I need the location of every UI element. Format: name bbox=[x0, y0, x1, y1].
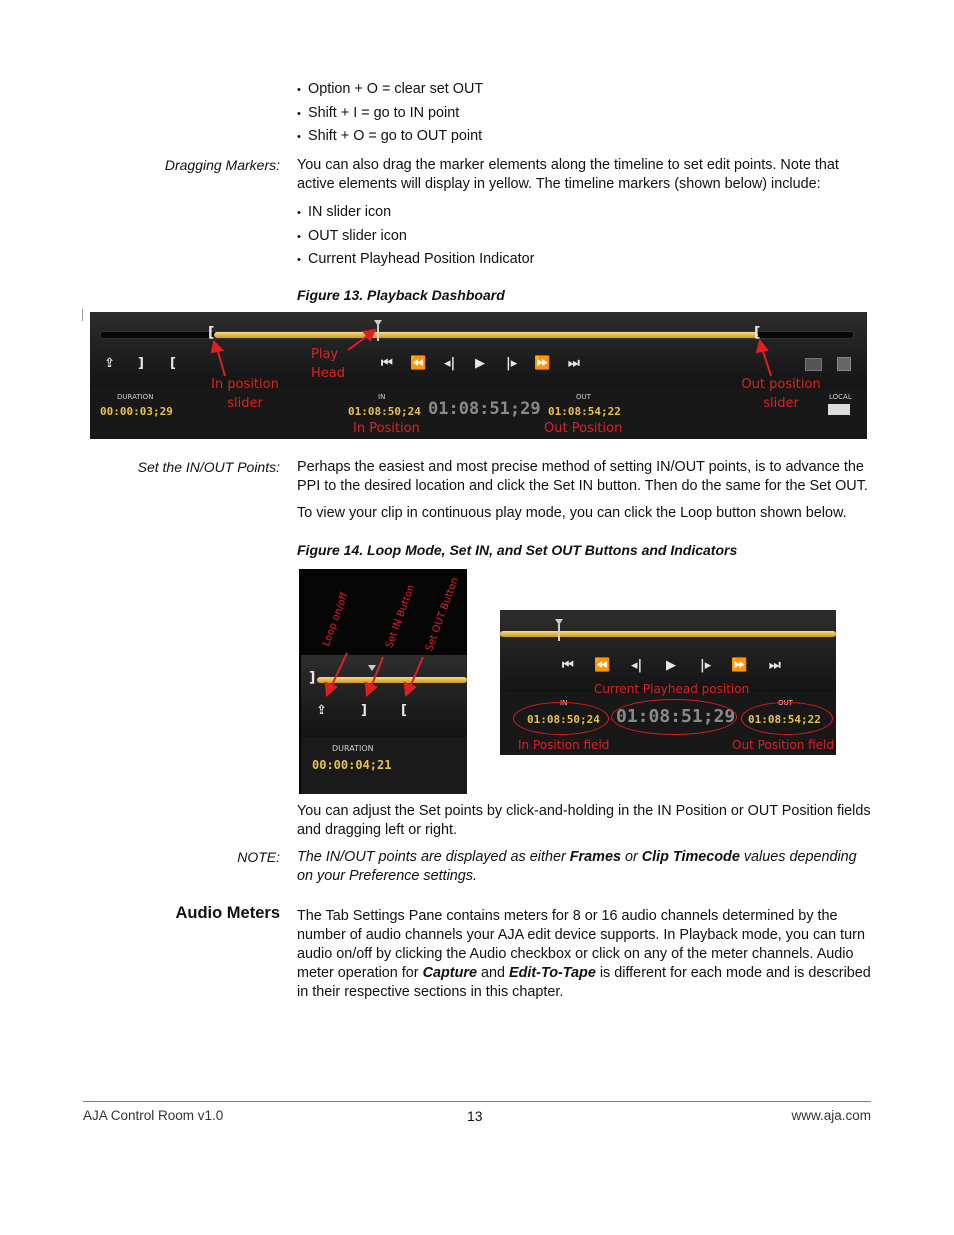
annotation-out-field: Out Position field bbox=[732, 738, 834, 752]
annotation-loop: Loop on/off bbox=[321, 591, 351, 648]
annotation-text: In position bbox=[211, 377, 279, 392]
loop-text: To view your clip in continuous play mode, you can click the Loop button shown below. bbox=[297, 505, 847, 521]
in-slider-icon[interactable]: ] bbox=[309, 670, 316, 686]
marker-list bbox=[297, 203, 534, 274]
figure-13-caption: Figure 13. Playback Dashboard bbox=[297, 287, 505, 303]
loop-button[interactable]: ⇪ bbox=[316, 703, 327, 718]
footer-rule bbox=[83, 1101, 871, 1102]
annotation-out-position: Out Position bbox=[544, 421, 623, 436]
indicators-panel bbox=[500, 610, 836, 755]
loop-buttons-panel bbox=[299, 569, 467, 794]
annotation-text: Head bbox=[311, 366, 345, 381]
list-item: • OUT slider icon bbox=[297, 227, 534, 251]
duration-label: DURATION bbox=[332, 744, 374, 753]
fast-forward-icon[interactable]: ⏩ bbox=[534, 356, 551, 371]
step-back-icon[interactable]: ◂| bbox=[631, 658, 643, 673]
out-slider-icon[interactable]: [ bbox=[754, 325, 761, 341]
list-item: • Shift + I = go to IN point bbox=[297, 104, 483, 128]
in-slider-icon[interactable]: [ bbox=[208, 325, 215, 341]
go-to-end-icon[interactable]: ⏭ bbox=[769, 658, 781, 673]
list-item: • IN slider icon bbox=[297, 203, 534, 227]
in-position-field[interactable]: 01:08:50;24 bbox=[348, 405, 421, 418]
list-item: • Shift + O = go to OUT point bbox=[297, 127, 483, 151]
in-field-highlight bbox=[513, 702, 609, 735]
rewind-icon[interactable]: ⏪ bbox=[410, 356, 427, 371]
go-to-start-icon[interactable]: ⏮ bbox=[562, 658, 574, 673]
annotation-text: Out position bbox=[741, 377, 821, 392]
audio-emphasis: Edit-To-Tape bbox=[508, 965, 596, 981]
current-timecode: 01:08:51;29 bbox=[616, 706, 736, 727]
transport-area bbox=[500, 610, 836, 692]
local-label: LOCAL bbox=[829, 393, 852, 401]
audio-text-part: and bbox=[476, 965, 509, 981]
audio-text-part: is different for each mode and is described in their respective sections in this chapter. bbox=[297, 965, 871, 1000]
footer-title: AJA Control Room v1.0 bbox=[83, 1108, 224, 1123]
annotation-in-position: In Position bbox=[353, 421, 420, 436]
page-number: 13 bbox=[467, 1108, 483, 1124]
setinout-label: Set the IN/OUT Points: bbox=[137, 459, 280, 475]
dragging-text: You can also drag the marker elements along the timeline to set edit points. Note that active elements will display in yellow. The timeline markers (shown below) include: bbox=[297, 157, 839, 192]
audio-text-part: The Tab Settings Pane contains meters for 8 or 16 audio channels determined by the number of audio channels your AJA edit device supports. In Playback mode, you can turn audio on/off by clicking the Audio checkbox or click on any of the meter channels. Audio meter operation for bbox=[297, 908, 865, 981]
annotation-text: slider bbox=[227, 396, 263, 411]
in-label: IN bbox=[378, 393, 386, 401]
set-out-button[interactable]: [ bbox=[170, 356, 176, 371]
annotation-text: Play bbox=[311, 347, 339, 362]
out-label: OUT bbox=[778, 699, 793, 707]
note-text-part: or bbox=[620, 849, 642, 865]
timeline-active-range bbox=[500, 631, 836, 637]
annotation-arrows bbox=[299, 569, 467, 794]
step-forward-icon[interactable]: |▸ bbox=[506, 356, 518, 371]
in-label: IN bbox=[560, 699, 568, 707]
play-icon[interactable]: ▶ bbox=[475, 356, 485, 371]
annotation-current-playhead: Current Playhead position bbox=[594, 682, 750, 696]
fast-forward-icon[interactable]: ⏩ bbox=[731, 658, 748, 673]
annotation-text: slider bbox=[763, 396, 799, 411]
loop-button[interactable]: ⇪ bbox=[104, 356, 115, 371]
note-label: NOTE: bbox=[237, 849, 280, 865]
duration-value: 00:00:04;21 bbox=[312, 758, 392, 772]
dragging-label: Dragging Markers: bbox=[164, 157, 280, 173]
note-emphasis: Frames bbox=[569, 849, 621, 865]
figure-14-caption: Figure 14. Loop Mode, Set IN, and Set OUT Buttons and Indicators bbox=[297, 542, 738, 558]
set-in-button[interactable]: ] bbox=[138, 356, 144, 371]
current-field-highlight bbox=[611, 699, 737, 735]
step-forward-icon[interactable]: |▸ bbox=[700, 658, 712, 673]
playhead-line bbox=[558, 624, 560, 641]
set-out-button[interactable]: [ bbox=[401, 703, 407, 718]
step-back-icon[interactable]: ◂| bbox=[444, 356, 456, 371]
section-heading: Audio Meters bbox=[175, 904, 280, 922]
out-position-field[interactable]: 01:08:54;22 bbox=[548, 405, 621, 418]
annotation-set-out: Set OUT Button bbox=[424, 576, 461, 653]
divider bbox=[82, 309, 83, 321]
playback-dashboard bbox=[90, 312, 867, 439]
out-field-highlight bbox=[741, 702, 833, 735]
duration-label: DURATION bbox=[117, 393, 154, 401]
audio-text bbox=[297, 907, 872, 1002]
annotation-in-field: In Position field bbox=[518, 738, 610, 752]
in-position-field[interactable]: 01:08:50;24 bbox=[527, 713, 600, 726]
note-text-part: The IN/OUT points are displayed as either bbox=[297, 849, 570, 865]
annotation-arrows bbox=[90, 312, 867, 439]
duration-value: 00:00:03;29 bbox=[100, 405, 173, 418]
go-to-start-icon[interactable]: ⏮ bbox=[381, 356, 393, 371]
current-timecode: 01:08:51;29 bbox=[428, 399, 541, 419]
list-item: • Current Playhead Position Indicator bbox=[297, 250, 534, 274]
list-item: • Option + O = clear set OUT bbox=[297, 80, 483, 104]
note-text-part: values depending on your Preference settings. bbox=[297, 849, 857, 884]
setinout-text: Perhaps the easiest and most precise method of setting IN/OUT points, is to advance the PPI to the desired location and click the Set IN button. Then do the same for the Set OUT. bbox=[297, 459, 868, 494]
set-in-button[interactable]: ] bbox=[361, 703, 367, 718]
out-label: OUT bbox=[576, 393, 591, 401]
note-text bbox=[297, 848, 872, 886]
shortcut-list bbox=[297, 80, 483, 151]
note-emphasis: Clip Timecode bbox=[641, 849, 740, 865]
out-position-field[interactable]: 01:08:54;22 bbox=[748, 713, 821, 726]
adjust-text: You can adjust the Set points by click-and-holding in the IN Position or OUT Position fields and dragging left or right. bbox=[297, 803, 871, 838]
annotation-set-in: Set IN Button bbox=[384, 583, 418, 650]
play-icon[interactable]: ▶ bbox=[666, 658, 676, 673]
audio-emphasis: Capture bbox=[422, 965, 477, 981]
go-to-end-icon[interactable]: ⏭ bbox=[568, 356, 580, 371]
footer-url: www.aja.com bbox=[791, 1108, 871, 1123]
rewind-icon[interactable]: ⏪ bbox=[594, 658, 611, 673]
